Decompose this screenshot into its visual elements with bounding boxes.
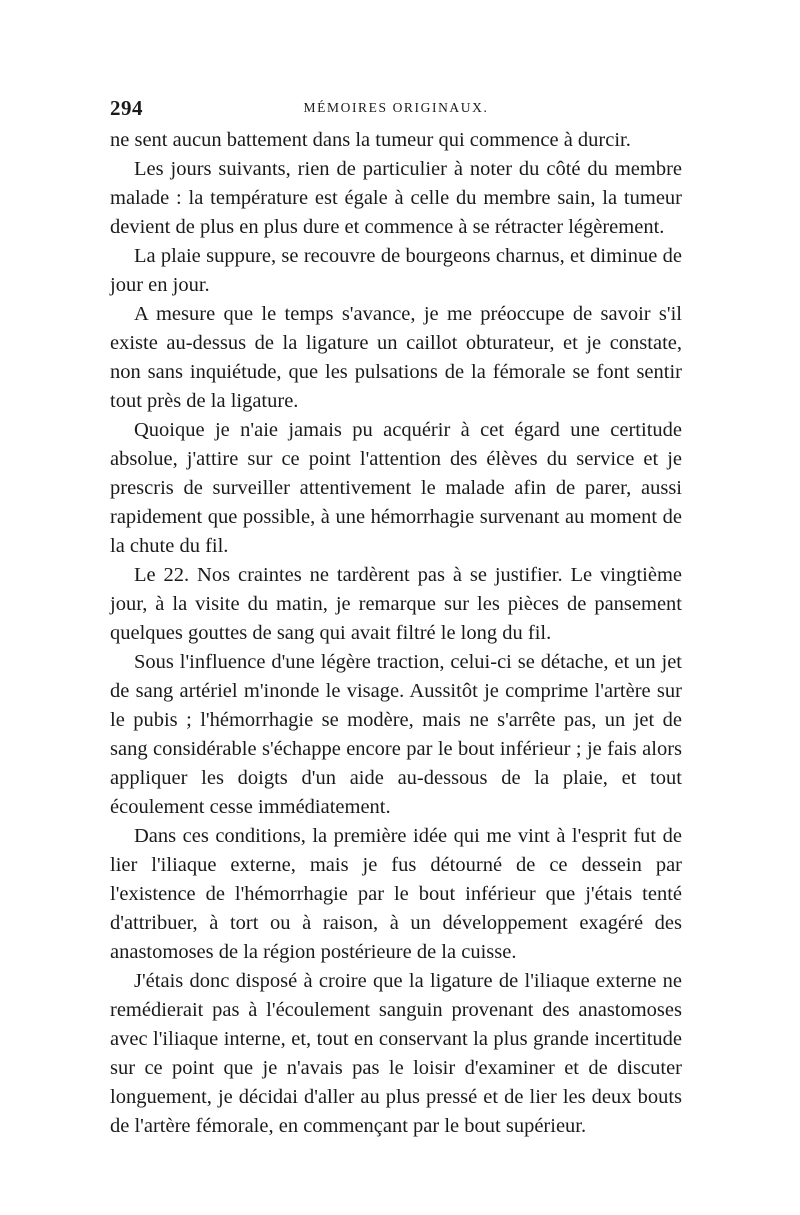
paragraph: Le 22. Nos craintes ne tardèrent pas à se justifier. Le vingtième jour, à la visite du matin, je remarque sur les pièces de pansement quelques gouttes de sang qui avait filtré le long du fil. (110, 564, 682, 644)
paragraph: ne sent aucun battement dans la tumeur qui commence à durcir. (110, 129, 631, 151)
paragraph: La plaie suppure, se recouvre de bourgeons charnus, et diminue de jour en jour. (110, 245, 682, 296)
paragraph: Sous l'influence d'une légère traction, celui-ci se détache, et un jet de sang artériel m'inonde le visage. Aussitôt je comprime l'artère sur le pubis ; l'hémorrhagie se modère, mais ne s'arrête pas, un jet de sang considérable s'échappe encore par le bout inférieur ; je fais alors appliquer les doigts d'un aide au-dessous de la plaie, et tout écoulement cesse immédiatement. (110, 651, 682, 818)
paragraph: Dans ces conditions, la première idée qui me vint à l'esprit fut de lier l'iliaque externe, mais je fus détourné de ce dessein par l'existence de l'hémorrhagie par le bout inférieur que j'étais tenté d'attribuer, à tort ou à raison, à un développement exagéré des anastomoses de la région postérieure de la cuisse. (110, 825, 682, 963)
paragraph: Les jours suivants, rien de particulier à noter du côté du membre malade : la température est égale à celle du membre sain, la tumeur devient de plus en plus dure et commence à se rétracter légèrement. (110, 158, 682, 238)
document-page (110, 96, 682, 1141)
running-title: MÉMOIRES ORIGINAUX. (303, 100, 489, 115)
page-header (110, 96, 682, 126)
body-text (110, 126, 682, 1141)
paragraph: J'étais donc disposé à croire que la ligature de l'iliaque externe ne remédierait pas à l'écoulement sanguin provenant des anastomoses avec l'iliaque interne, et, tout en conservant la plus grande incertitude sur ce point que je n'avais pas le loisir d'examiner et de discuter longuement, je décidai d'aller au plus pressé et de lier les deux bouts de l'artère fémorale, en commençant par le bout supérieur. (110, 970, 682, 1137)
paragraph: Quoique je n'aie jamais pu acquérir à cet égard une certitude absolue, j'attire sur ce point l'attention des élèves du service et je prescris de surveiller attentivement le malade afin de parer, aussi rapidement que possible, à une hémorrhagie survenant au moment de la chute du fil. (110, 419, 682, 557)
page-number: 294 (110, 96, 143, 120)
paragraph: A mesure que le temps s'avance, je me préoccupe de savoir s'il existe au-dessus de la ligature un caillot obturateur, et je constate, non sans inquiétude, que les pulsations de la fémorale se font sentir tout près de la ligature. (110, 303, 682, 412)
